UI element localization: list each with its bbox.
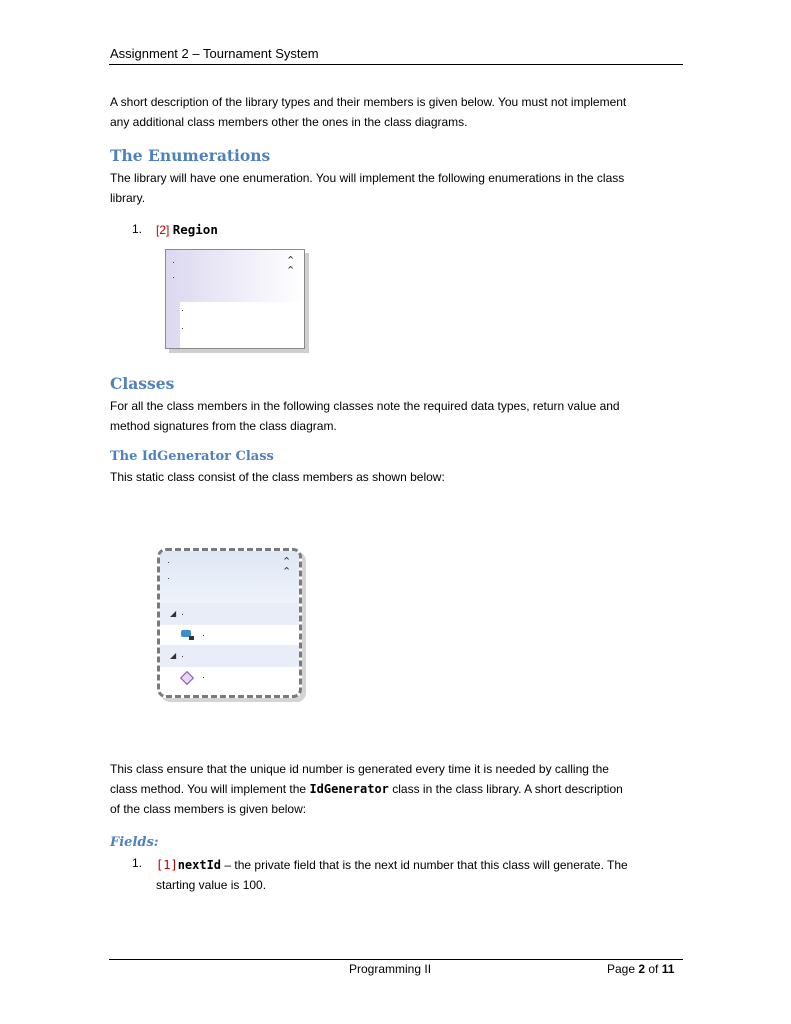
fields-heading: Fields: — [110, 835, 159, 850]
page-current: 2 — [638, 962, 646, 976]
page-of: of — [645, 962, 662, 976]
diagram-dot — [182, 656, 183, 657]
classes-line-1: For all the class members in the following classes note the required data types, return value and — [110, 399, 620, 413]
diagram-dot — [203, 677, 204, 678]
methods-compartment-header — [160, 645, 299, 667]
enum-item — [156, 222, 218, 237]
field-item-line-2: starting value is 100. — [156, 878, 267, 892]
diagram-dot — [182, 310, 183, 311]
lock-icon — [189, 636, 194, 640]
idgenerator-class-diagram — [157, 548, 302, 698]
page-total: 11 — [661, 962, 675, 976]
diagram-dot — [182, 614, 183, 615]
fields-compartment-header — [160, 603, 299, 625]
collapse-chevron-icon: ⌃ ⌃ — [282, 555, 292, 578]
idgenerator-desc-line-1: This class ensure that the unique id number is generated every time it is needed by calling the — [110, 762, 609, 776]
expand-triangle-icon: ◢ — [170, 609, 177, 618]
enum-item-marks: [2] — [156, 223, 170, 237]
intro-line-1: A short description of the library types and their members is given below. You must not implement — [110, 95, 627, 109]
diagram-dot — [168, 562, 169, 563]
classes-line-2: method signatures from the class diagram. — [110, 419, 337, 433]
expand-triangle-icon: ◢ — [170, 651, 177, 660]
idgenerator-heading: The IdGenerator Class — [110, 449, 274, 464]
idgenerator-code: IdGenerator — [309, 782, 389, 796]
field-row — [160, 625, 299, 645]
idgenerator-intro: This static class consist of the class members as shown below: — [110, 470, 445, 484]
region-values-compartment — [180, 302, 304, 348]
intro-line-2: any additional class members other the ones in the class diagrams. — [110, 115, 468, 129]
enumerations-heading: The Enumerations — [110, 146, 271, 165]
diagram-dot — [173, 262, 174, 263]
field-item-marks: [1] — [156, 858, 178, 872]
desc-text: class method. You will implement the — [110, 782, 310, 796]
footer-page-number — [607, 962, 674, 976]
field-item-number: 1. — [132, 856, 143, 870]
enum-item-name: Region — [172, 222, 218, 237]
collapse-chevron-icon: ⌃ ⌃ — [286, 254, 296, 277]
method-icon — [180, 671, 194, 685]
field-item — [156, 855, 686, 895]
diagram-dot — [203, 635, 204, 636]
footer-divider — [109, 959, 683, 960]
page-prefix: Page — [607, 962, 639, 976]
page-header-title: Assignment 2 – Tournament System — [110, 46, 319, 61]
idgenerator-desc-line-2 — [110, 779, 690, 799]
field-item-line-1 — [156, 855, 686, 875]
region-enum-diagram — [165, 249, 305, 349]
diagram-dot — [173, 277, 174, 278]
diagram-dot — [182, 328, 183, 329]
diagram-dot — [168, 578, 169, 579]
footer-course: Programming II — [349, 962, 432, 976]
field-item-name: nextId — [177, 858, 222, 872]
intro-paragraph — [110, 92, 690, 132]
idgenerator-diagram-header — [160, 551, 299, 603]
classes-paragraph — [110, 396, 690, 436]
enumerations-paragraph — [110, 168, 690, 208]
classes-heading: Classes — [110, 374, 175, 393]
field-item-desc: – the private field that is the next id number that this class will generate. The — [221, 858, 628, 872]
enum-item-number: 1. — [132, 222, 143, 236]
idgenerator-desc-line-3: of the class members is given below: — [110, 802, 307, 816]
method-row — [160, 667, 299, 687]
enumerations-line-1: The library will have one enumeration. You will implement the following enumerations in the class — [110, 171, 625, 185]
idgenerator-description — [110, 759, 690, 819]
header-divider — [109, 64, 683, 65]
enumerations-line-2: library. — [110, 191, 146, 205]
desc-text: class in the class library. A short description — [388, 782, 623, 796]
